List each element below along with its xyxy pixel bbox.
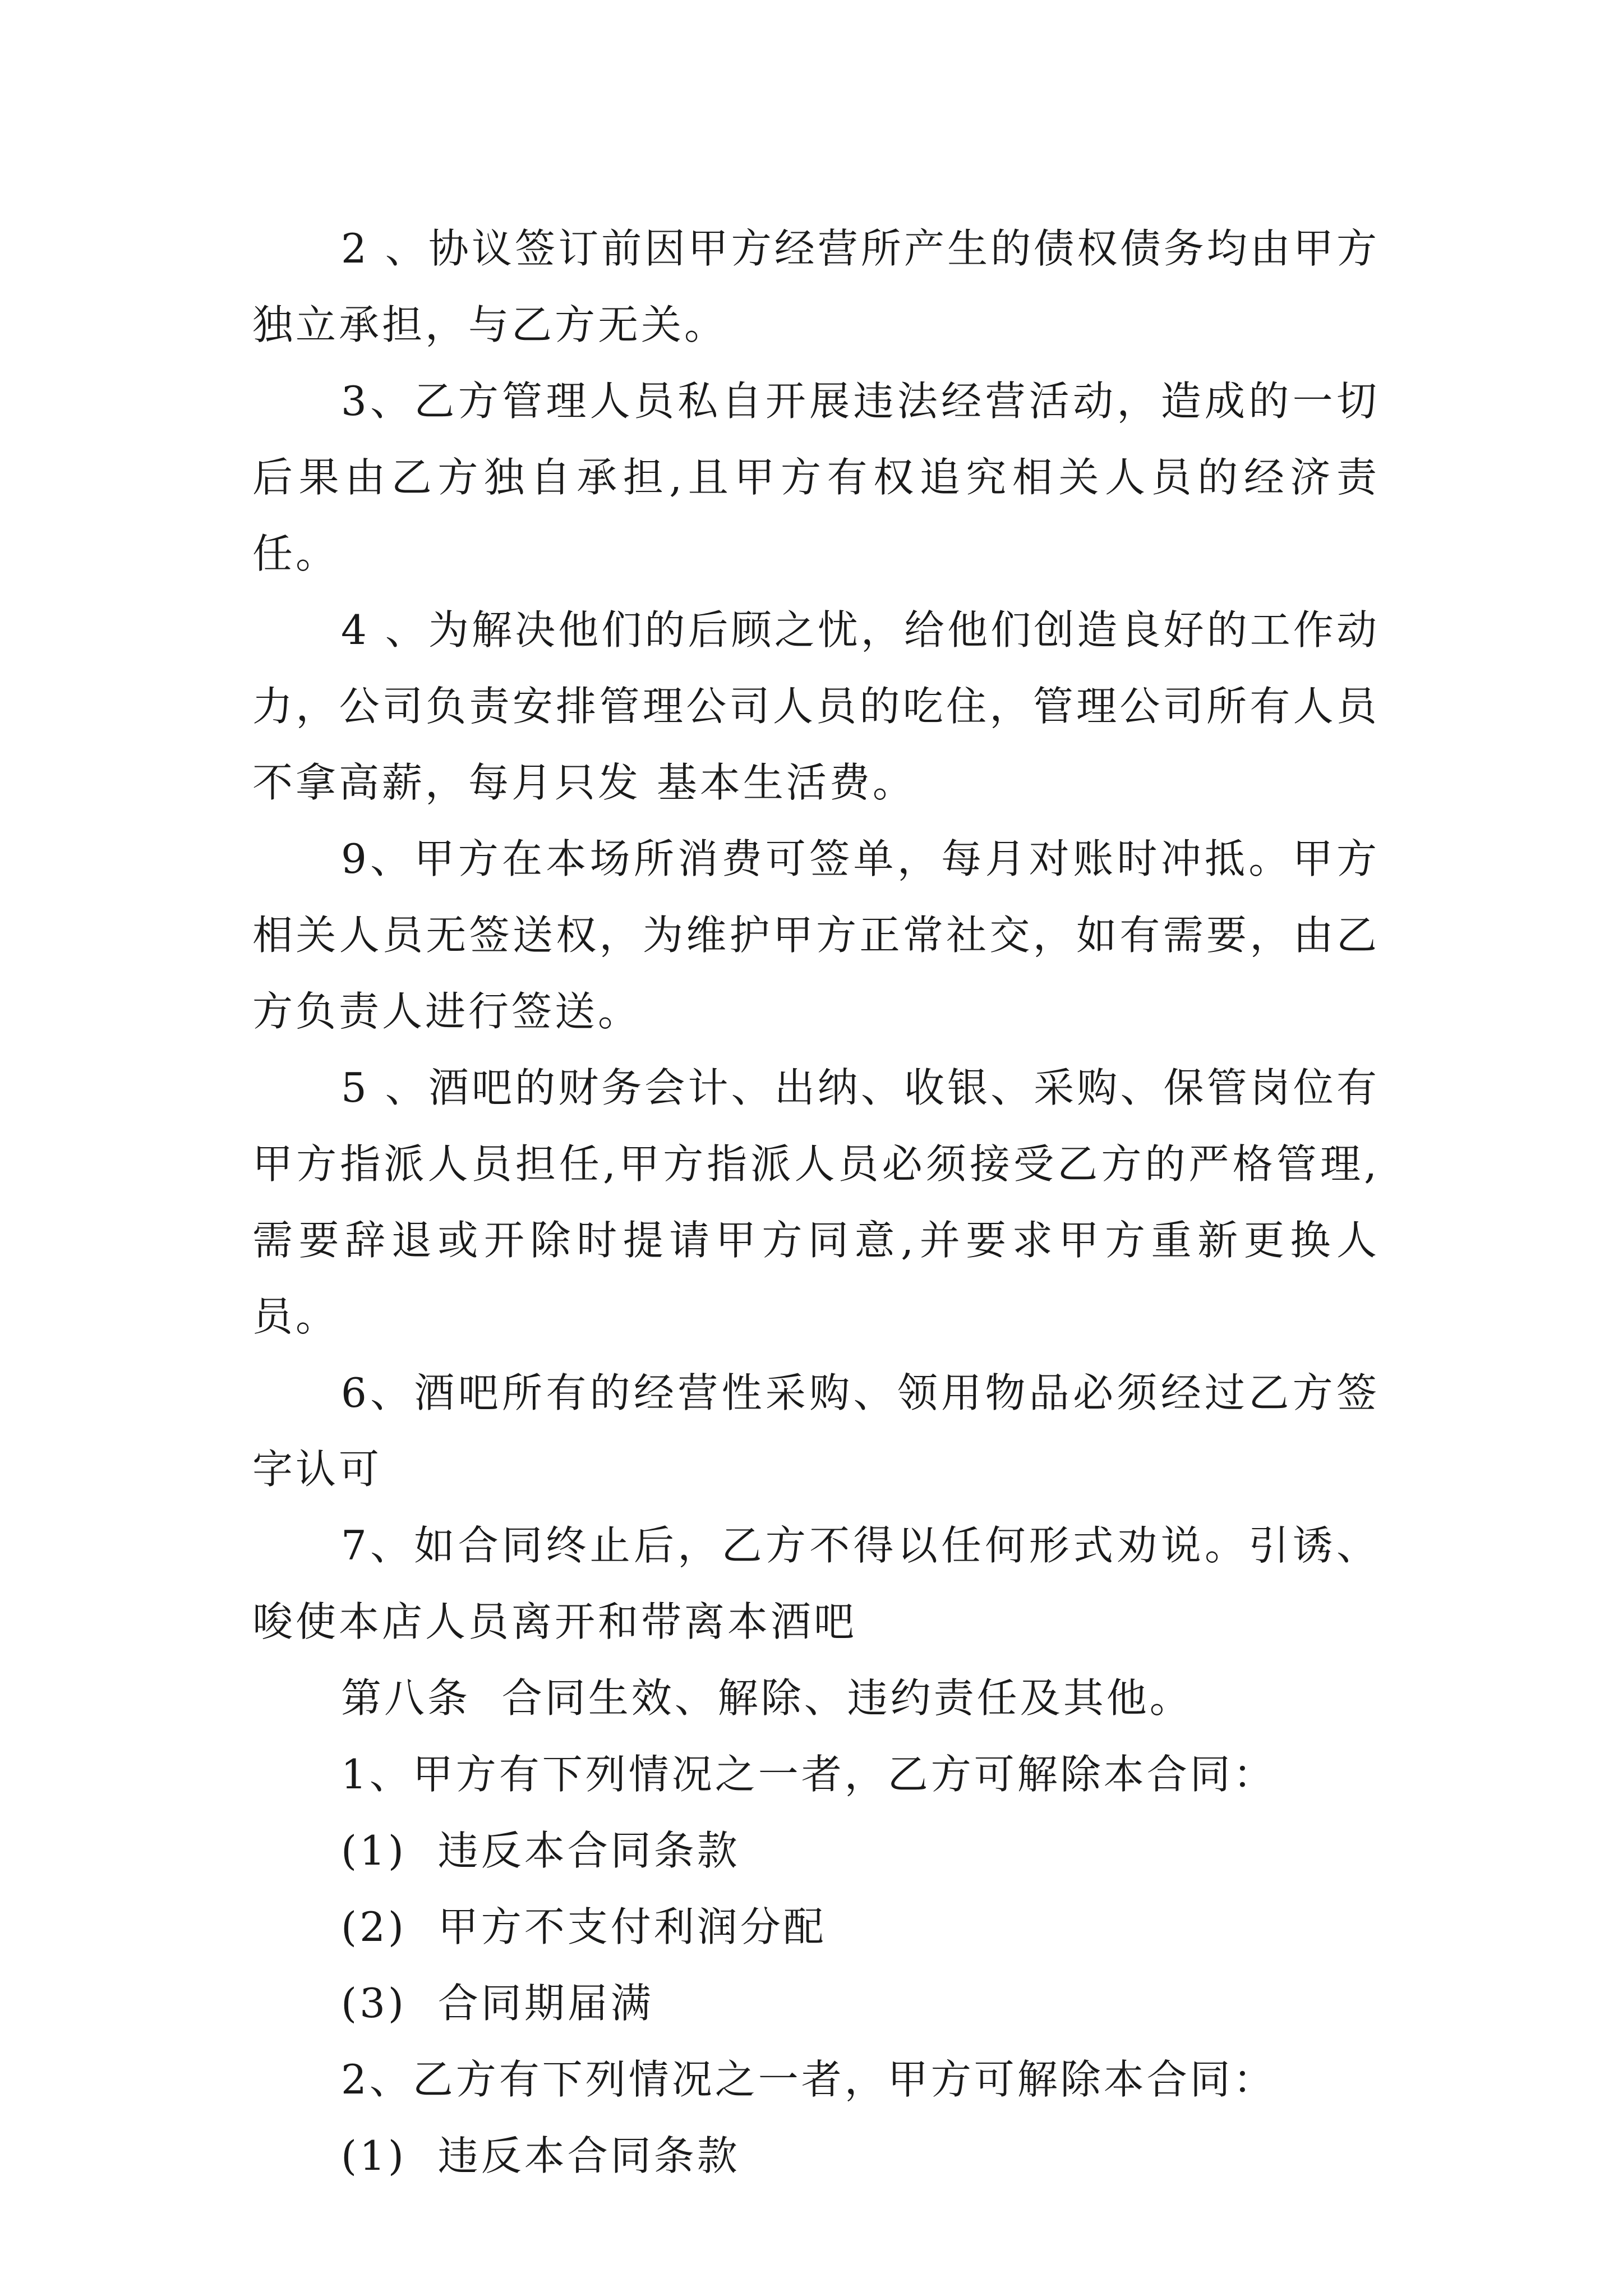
list-item: (2) 甲方不支付利润分配 (341, 1903, 827, 1950)
clause-finance-staff: 5 、酒吧的财务会计、出纳、收银、采购、保管岗位有甲方指派人员担任,甲方指派人员必须接受乙方的严格管理,需要辞退或开除时提请甲方同意,并要求甲方重新更换人员。 (252, 1064, 1380, 1340)
clause-debt-liability: 2 、协议签订前因甲方经营所产生的债权债务均由甲方独立承担，与乙方无关。 (252, 225, 1380, 348)
clause-procurement: 6、酒吧所有的经营性采购、领用物品必须经过乙方签字认可 (252, 1369, 1380, 1493)
clause-non-solicitation: 7、如合同终止后，乙方不得以任何形式劝说。引诱、唆使本店人员离开和带离本酒吧 (252, 1522, 1380, 1645)
list-item: (3) 合同期届满 (341, 1980, 654, 2027)
clause-illegal-operation: 3、乙方管理人员私自开展违法经营活动，造成的一切后果由乙方独自承担,且甲方有权追究相关人员的经济责任。 (252, 378, 1380, 577)
list-item: (1) 违反本合同条款 (341, 2132, 740, 2179)
list-item: (1) 违反本合同条款 (341, 1827, 740, 1874)
clause-staff-welfare: 4 、为解决他们的后顾之忧，给他们创造良好的工作动力，公司负责安排管理公司人员的吃住，管理公司所有人员不拿高薪，每月只发 基本生活费。 (252, 606, 1380, 806)
clause-signing-bills: 9、甲方在本场所消费可签单，每月对账时冲抵。甲方相关人员无签送权，为维护甲方正常社交，如有需要，由乙方负责人进行签送。 (252, 835, 1380, 1035)
party-a-termination-heading: 1、甲方有下列情况之一者，乙方可解除本合同： (341, 1751, 1276, 1798)
party-b-termination-heading: 2、乙方有下列情况之一者，甲方可解除本合同： (341, 2056, 1276, 2103)
document-body (252, 210, 1380, 2194)
article-eight-heading: 第八条 合同生效、解除、违约责任及其他。 (341, 1674, 1193, 1722)
